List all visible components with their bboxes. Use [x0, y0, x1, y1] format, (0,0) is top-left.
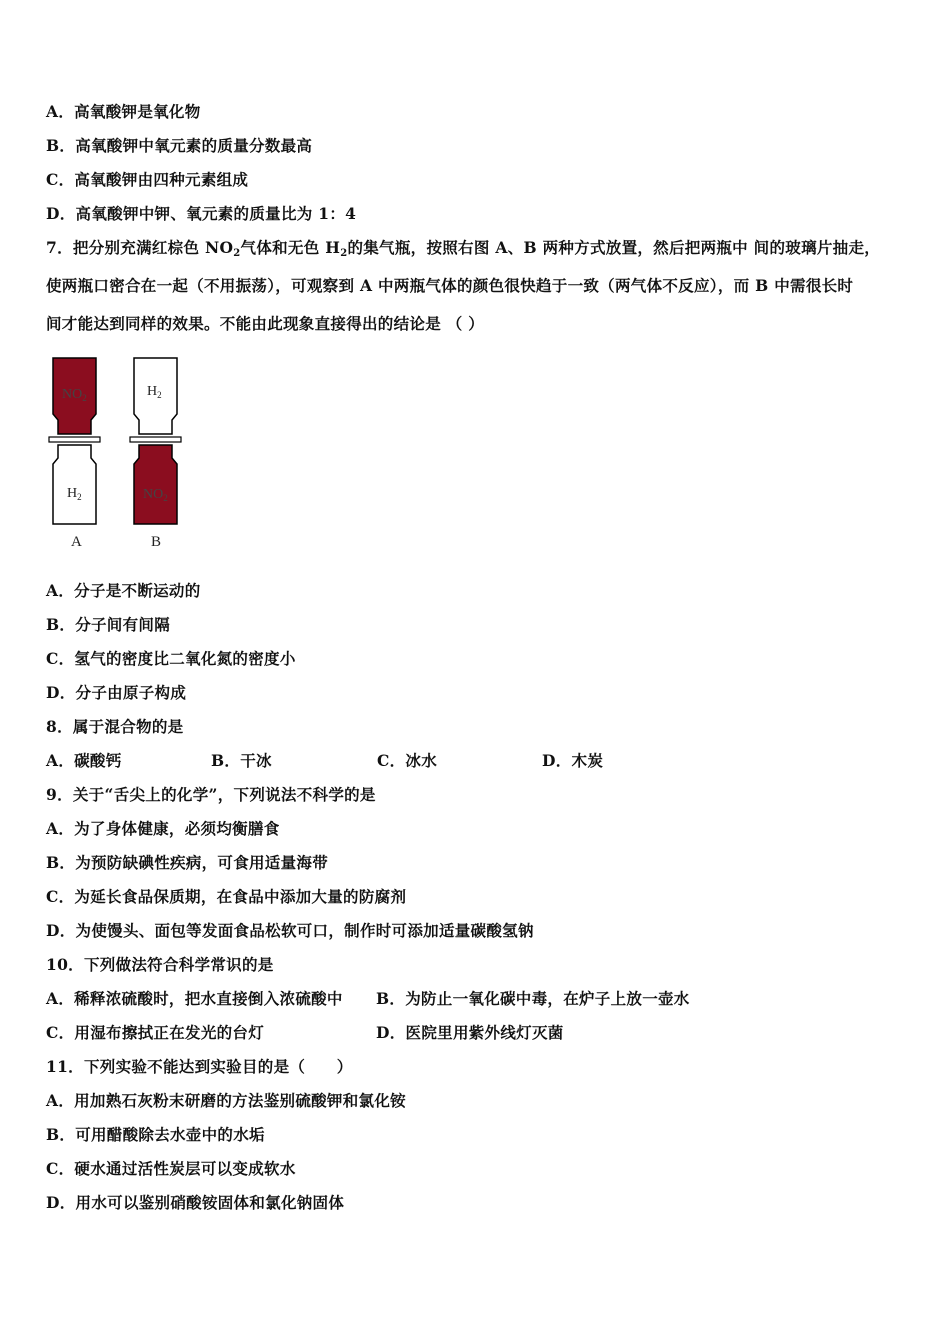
label-b: B [151, 534, 162, 550]
q7-stem-line1: 7．把分别充满红棕色 $NO_2$气体和无色 $H_2$的集气瓶，按照右图 A、B 两种方式放置，然后把两瓶中 间的玻璃片抽走， [46, 238, 881, 259]
b-top-label: $H_2$ [147, 384, 162, 400]
q11-option-a: A．用加熟石灰粉末研磨的方法鉴别硫酸钾和氯化铵 [46, 1091, 406, 1110]
setup-b [130, 358, 181, 550]
q7-option-d: D．分子由原子构成 [46, 683, 187, 702]
q8-option-a: A．碳酸钙 [46, 751, 122, 770]
q6-option-b: B．高氧酸钾中氧元素的质量分数最高 [46, 136, 313, 155]
q9-option-d: D．为使馒头、面包等发面食品松软可口，制作时可添加适量碳酸氢钠 [46, 921, 534, 940]
q10-stem: 10．下列做法符合科学常识的是 [46, 955, 274, 974]
label-a: A [71, 534, 82, 550]
q7-option-c: C．氢气的密度比二氧化氮的密度小 [46, 649, 296, 668]
q7-stem-line2: 使两瓶口密合在一起（不用振荡），可观察到 A 中两瓶气体的颜色很快趋于一致（两气体不反应），而 B 中需很长时 [46, 276, 854, 295]
q10-option-a: A．稀释浓硫酸时，把水直接倒入浓硫酸中 [46, 989, 343, 1008]
q11-option-c: C．硬水通过活性炭层可以变成软水 [46, 1159, 296, 1178]
q11-option-b: B．可用醋酸除去水壶中的水垢 [46, 1125, 265, 1144]
gas-bottles-figure [40, 352, 200, 552]
a-bottom-label: $H_2$ [67, 486, 82, 502]
q10-option-d: D．医院里用紫外线灯灭菌 [376, 1023, 564, 1042]
q9-stem: 9．关于“舌尖上的化学”，下列说法不科学的是 [46, 785, 376, 804]
q10-options-row2 [46, 1023, 846, 1043]
b-bottom-bottle-no2 [134, 445, 177, 524]
q7-option-a: A．分子是不断运动的 [46, 581, 201, 600]
q8-option-b: B．干冰 [211, 751, 272, 770]
q11-option-d: D．用水可以鉴别硝酸铵固体和氯化钠固体 [46, 1193, 345, 1212]
q9-option-c: C．为延长食品保质期，在食品中添加大量的防腐剂 [46, 887, 407, 906]
a-glass-plate [49, 437, 100, 442]
q8-option-c: C．冰水 [377, 751, 438, 770]
q9-option-a: A．为了身体健康，必须均衡膳食 [46, 819, 280, 838]
a-bottom-bottle-h2 [53, 445, 96, 524]
q6-option-a: A．高氧酸钾是氧化物 [46, 102, 201, 121]
q10-option-c: C．用湿布擦拭正在发光的台灯 [46, 1023, 265, 1042]
q9-option-b: B．为预防缺碘性疾病，可食用适量海带 [46, 853, 329, 872]
a-top-label: $NO_2$ [62, 387, 87, 403]
q8-options [46, 751, 646, 771]
q7-option-b: B．分子间有间隔 [46, 615, 171, 634]
q10-options-row1 [46, 989, 846, 1009]
q6-option-c: C．高氧酸钾由四种元素组成 [46, 170, 249, 189]
q7-stem-line3: 间才能达到同样的效果。不能由此现象直接得出的结论是 （ ） [46, 314, 484, 333]
q8-stem: 8．属于混合物的是 [46, 717, 184, 736]
q10-option-b: B．为防止一氧化碳中毒，在炉子上放一壶水 [376, 989, 690, 1008]
b-bottom-label: $NO_2$ [143, 487, 168, 503]
q8-option-d: D．木炭 [542, 751, 604, 770]
q6-option-d: D．高氧酸钾中钾、氧元素的质量比为 1：4 [46, 204, 357, 223]
q11-stem: 11．下列实验不能达到实验目的是（ ） [46, 1057, 353, 1076]
setup-a [49, 358, 100, 550]
b-glass-plate [130, 437, 181, 442]
